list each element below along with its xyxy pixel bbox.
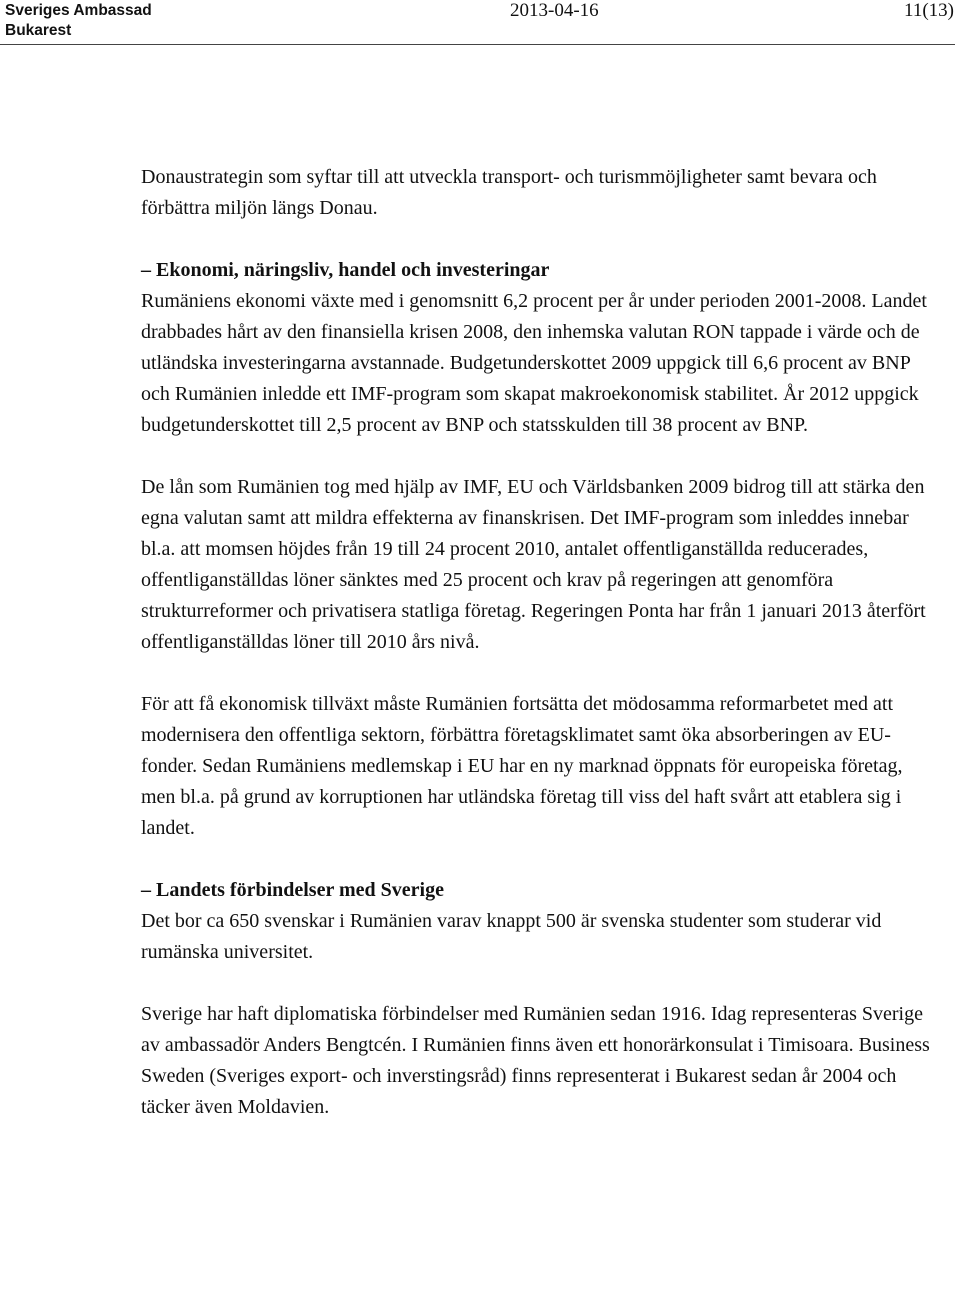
sender-organization: Sveriges Ambassad <box>5 2 152 19</box>
sender-block <box>5 1 152 41</box>
section-heading-economy: – Ekonomi, näringsliv, handel och investeringar <box>141 259 550 281</box>
section-economy <box>141 255 941 441</box>
paragraph-diplomatic-relations: Sverige har haft diplomatiska förbindelser med Rumänien sedan 1916. Idag representeras Sverige av ambassadör Anders Bengtcén. I Rumänien finns även ett honorärkonsulat i Timisoara. Business Sweden (Sveriges export- och inverstingsråd) finns representerat i Bukarest sedan år 2004 och täcker även Moldavien. <box>141 1003 930 1118</box>
paragraph-imf-loans: De lån som Rumänien tog med hjälp av IMF, EU och Världsbanken 2009 bidrog till att stärka den egna valutan samt att mildra effekterna av finanskrisen. Det IMF-program som inleddes innebar bl.a. att momsen höjdes från 19 till 24 procent 2010, antalet offentliganställda reducerades, offentliganställdas löner sänktes med 25 procent och krav på regeringen att genomföra strukturreformer och privatisera statliga företag. Regeringen Ponta har från 1 januari 2013 återfört offentliganställdas löner till 2010 års nivå. <box>141 476 926 653</box>
sender-city: Bukarest <box>5 22 72 39</box>
section-sweden-relations <box>141 875 941 968</box>
paragraph-economy: Rumäniens ekonomi växte med i genomsnitt 6,2 procent per år under perioden 2001-2008. Landet drabbades hårt av den finansiella krisen 2008, den inhemska valutan RON tappade i värde och de utländska investeringarna avstannade. Budgetunderskottet 2009 uppgick till 6,6 procent av BNP och Rumänien inledde ett IMF-program som skapat makroekonomisk stabilitet. År 2012 uppgick budgetunderskottet till 2,5 procent av BNP och statsskulden till 38 procent av BNP. <box>141 290 927 436</box>
page-number: 11(13) <box>904 0 954 21</box>
document-date: 2013-04-16 <box>510 0 599 21</box>
paragraph-donau: Donaustrategin som syftar till att utveckla transport- och turismmöjligheter samt bevara och förbättra miljön längs Donau. <box>141 166 877 219</box>
paragraph-reforms: För att få ekonomisk tillväxt måste Rumänien fortsätta det mödosamma reformarbetet med att modernisera den offentliga sektorn, förbättra företagsklimatet samt öka absorberingen av EU-fonder. Sedan Rumäniens medlemskap i EU har en ny marknad öppnats för europeiska företag, men bl.a. på grund av korruptionen har utländska företag till viss del haft svårt att etablera sig i landet. <box>141 693 903 839</box>
page-header <box>0 0 960 46</box>
section-heading-sweden: – Landets förbindelser med Sverige <box>141 879 444 901</box>
document-body <box>141 162 941 1154</box>
header-divider <box>0 44 955 45</box>
paragraph-swedes-in-romania: Det bor ca 650 svenskar i Rumänien varav knappt 500 är svenska studenter som studerar vid rumänska universitet. <box>141 910 882 963</box>
